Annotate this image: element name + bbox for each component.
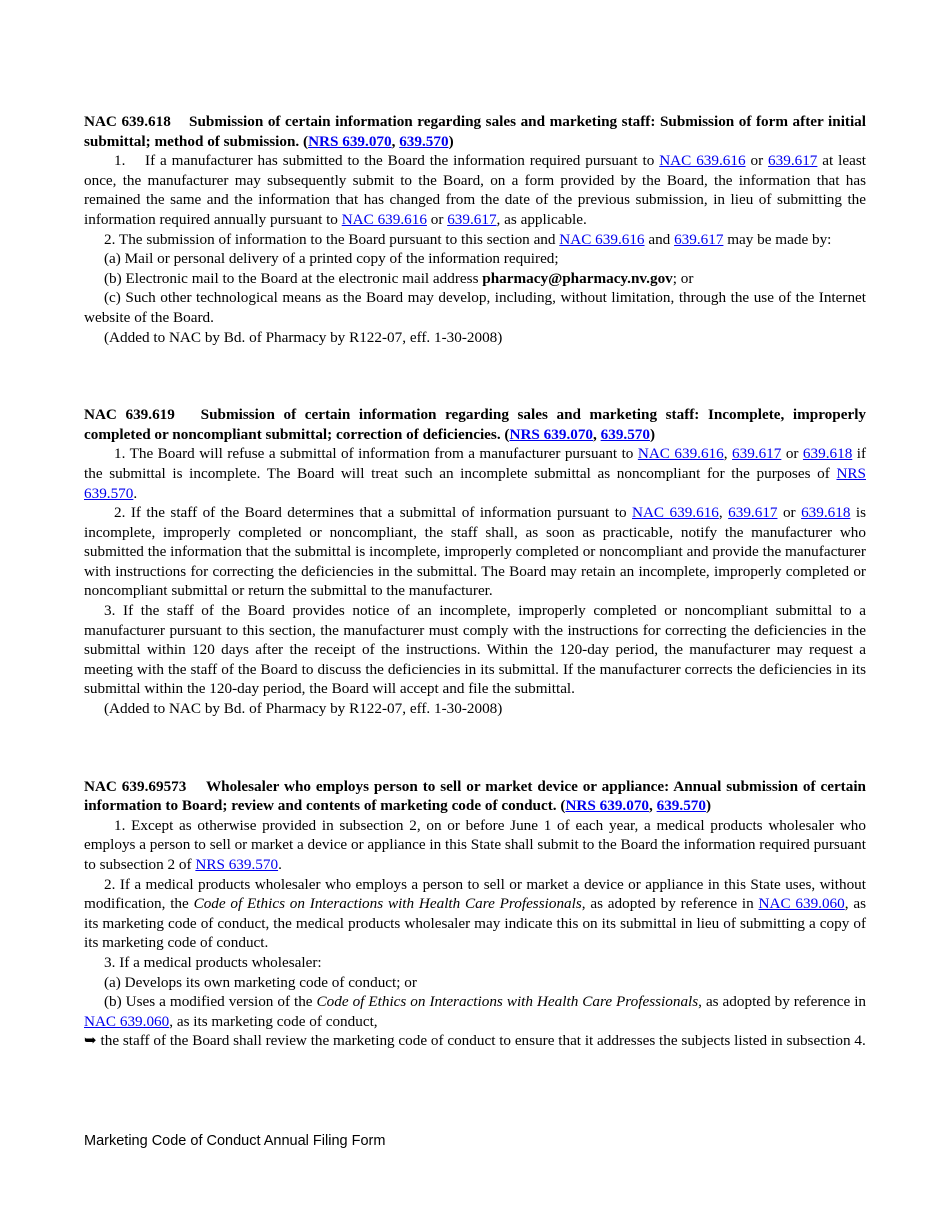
- paragraph-b: (b) Uses a modified version of the Code of Ethics on Interactions with Health Care Professionals, as adopted by reference in NAC 639.060, as its marketing code of conduct,: [84, 993, 867, 1030]
- citation-link[interactable]: NAC 639.616: [559, 230, 645, 248]
- section-number: NAC 639.618: [84, 113, 171, 130]
- citation-link[interactable]: NAC 639.616: [637, 445, 724, 463]
- section-title: Submission of certain information regarding sales and marketing staff: Submission of form after initial submittal; method of submission.: [84, 113, 866, 150]
- arrow-icon: ➥: [84, 1032, 97, 1050]
- page-footer: Marketing Code of Conduct Annual Filing Form: [84, 1133, 386, 1149]
- citation-link[interactable]: NAC 639.060: [758, 895, 845, 913]
- citation-link[interactable]: NAC 639.616: [632, 504, 719, 522]
- citation-link[interactable]: NRS 639.570: [84, 464, 866, 502]
- code-of-ethics-title: Code of Ethics on Interactions with Health Care Professionals: [316, 993, 699, 1011]
- paragraph-1: 1. If a manufacturer has submitted to the Board the information required pursuant to NAC 639.616 or 639.617 at least once, the manufacturer may subsequently submit to the Board, on a form provided by the Board, the information that has remained the same and the information that has changed from the date of the previous submission, in lieu of submitting the information required annually pursuant to NAC 639.616 or 639.617, as applicable.: [84, 152, 866, 228]
- citation-link[interactable]: 639.618: [801, 504, 851, 522]
- authority-link[interactable]: 639.570: [656, 797, 706, 815]
- history-note: (Added to NAC by Bd. of Pharmacy by R122-07, eff. 1-30-2008): [104, 700, 503, 718]
- citation-link[interactable]: NAC 639.616: [659, 152, 746, 170]
- authority-link[interactable]: 639.570: [600, 425, 650, 443]
- document-body: [84, 112, 866, 1051]
- section-heading-639-619: NAC 639.619 Submission of certain information regarding sales and marketing staff: Incomplete, improperly completed or noncompliant submittal; correction of deficiencies. (NRS 639.070, 639.570): [84, 406, 867, 443]
- section-number: NAC 639.619: [84, 406, 175, 424]
- section-heading-639-618: NAC 639.618 Submission of certain information regarding sales and marketing staff: Submission of form after initial submittal; method of submission. (NRS 639.070, 639.570): [84, 113, 866, 150]
- paragraph-a: (a) Develops its own marketing code of conduct; or: [104, 973, 417, 991]
- citation-link[interactable]: 639.617: [768, 152, 818, 170]
- paragraph-a: (a) Mail or personal delivery of a printed copy of the information required;: [104, 250, 559, 268]
- citation-link[interactable]: 639.617: [732, 445, 782, 463]
- paragraph-tail: ➥ the staff of the Board shall review the marketing code of conduct to ensure that it addresses the subjects listed in subsection 4.: [84, 1032, 866, 1050]
- section-title: Submission of certain information regarding sales and marketing staff: Incomplete, improperly completed or noncompliant submittal; correction of deficiencies.: [84, 406, 867, 443]
- paragraph-3: 3. If the staff of the Board provides notice of an incomplete, improperly completed or noncompliant submittal to a manufacturer pursuant to this section, the manufacturer must comply with the instructions for correcting the deficiencies in the submittal within 120 days after the receipt of the instructions. Within the 120-day period, the manufacturer may request a meeting with the staff of the Board to discuss the deficiencies in its submittal. If the manufacturer corrects the deficiencies in its submittal within the 120-day period, the Board will accept and file the submittal.: [84, 602, 866, 698]
- section-number: NAC 639.69573: [84, 777, 187, 795]
- authority-link[interactable]: NRS 639.070: [308, 132, 392, 150]
- paragraph-3: 3. If a medical products wholesaler:: [104, 953, 322, 971]
- citation-link[interactable]: NAC 639.616: [341, 210, 427, 228]
- section-heading-639-69573: NAC 639.69573 Wholesaler who employs person to sell or market device or appliance: Annual submission of certain information to Board; review and contents of marketing code of conduct. (NRS 639.070, 639.570): [84, 777, 866, 815]
- paragraph-2: 2. If the staff of the Board determines that a submittal of information pursuant to NAC 639.616, 639.617 or 639.618 is incomplete, improperly completed or noncompliant, the staff shall, as soon as practicable, notify the manufacturer who submitted the information that the submittal is incomplete, improperly completed or noncompliant and provide the manufacturer with instructions for correcting the deficiencies in the submittal. The Board may retain an incomplete, improperly completed or noncompliant submittal or return the submittal to the manufacturer.: [84, 504, 867, 600]
- paragraph-1: 1. Except as otherwise provided in subsection 2, on or before June 1 of each year, a medical products wholesaler who employs a person to sell or market a device or appliance in this State shall submit to the Board the information required pursuant to subsection 2 of NRS 639.570.: [84, 816, 866, 873]
- paragraph-b: (b) Electronic mail to the Board at the electronic mail address pharmacy@pharmacy.nv.gov; or: [104, 269, 694, 287]
- paragraph-2: 2. If a medical products wholesaler who employs a person to sell or market a device or appliance in this State uses, without modification, the Code of Ethics on Interactions with Health Care Professionals, as adopted by reference in NAC 639.060, as its marketing code of conduct, the medical products wholesaler may indicate this on its submittal in lieu of submitting a copy of its marketing code of conduct.: [84, 875, 866, 952]
- authority-link[interactable]: NRS 639.070: [565, 797, 650, 815]
- citation-link[interactable]: NRS 639.570: [195, 856, 279, 873]
- section-title: Wholesaler who employs person to sell or market device or appliance: Annual submission of certain information to Board; review and contents of marketing code of conduct.: [84, 777, 866, 815]
- paragraph-1: 1. The Board will refuse a submittal of information from a manufacturer pursuant to NAC 639.616, 639.617 or 639.618 if the submittal is incomplete. The Board will treat such an incomplete submittal as noncompliant for the purposes of NRS 639.570.: [84, 445, 867, 502]
- history-note: (Added to NAC by Bd. of Pharmacy by R122-07, eff. 1-30-2008): [104, 328, 503, 346]
- citation-link[interactable]: 639.617: [674, 230, 724, 248]
- citation-link[interactable]: 639.617: [728, 504, 778, 522]
- citation-link[interactable]: NAC 639.060: [84, 1012, 170, 1030]
- paragraph-c: (c) Such other technological means as the Board may develop, including, without limitation, through the use of the Internet website of the Board.: [84, 289, 866, 326]
- email-address: pharmacy@pharmacy.nv.gov: [482, 269, 673, 287]
- authority-link[interactable]: 639.570: [399, 132, 449, 150]
- code-of-ethics-title: Code of Ethics on Interactions with Health Care Professionals: [193, 895, 582, 913]
- authority-link[interactable]: NRS 639.070: [509, 425, 594, 443]
- paragraph-2: 2. The submission of information to the Board pursuant to this section and NAC 639.616 and 639.617 may be made by:: [104, 230, 832, 248]
- citation-link[interactable]: 639.617: [447, 210, 497, 228]
- citation-link[interactable]: 639.618: [802, 445, 853, 463]
